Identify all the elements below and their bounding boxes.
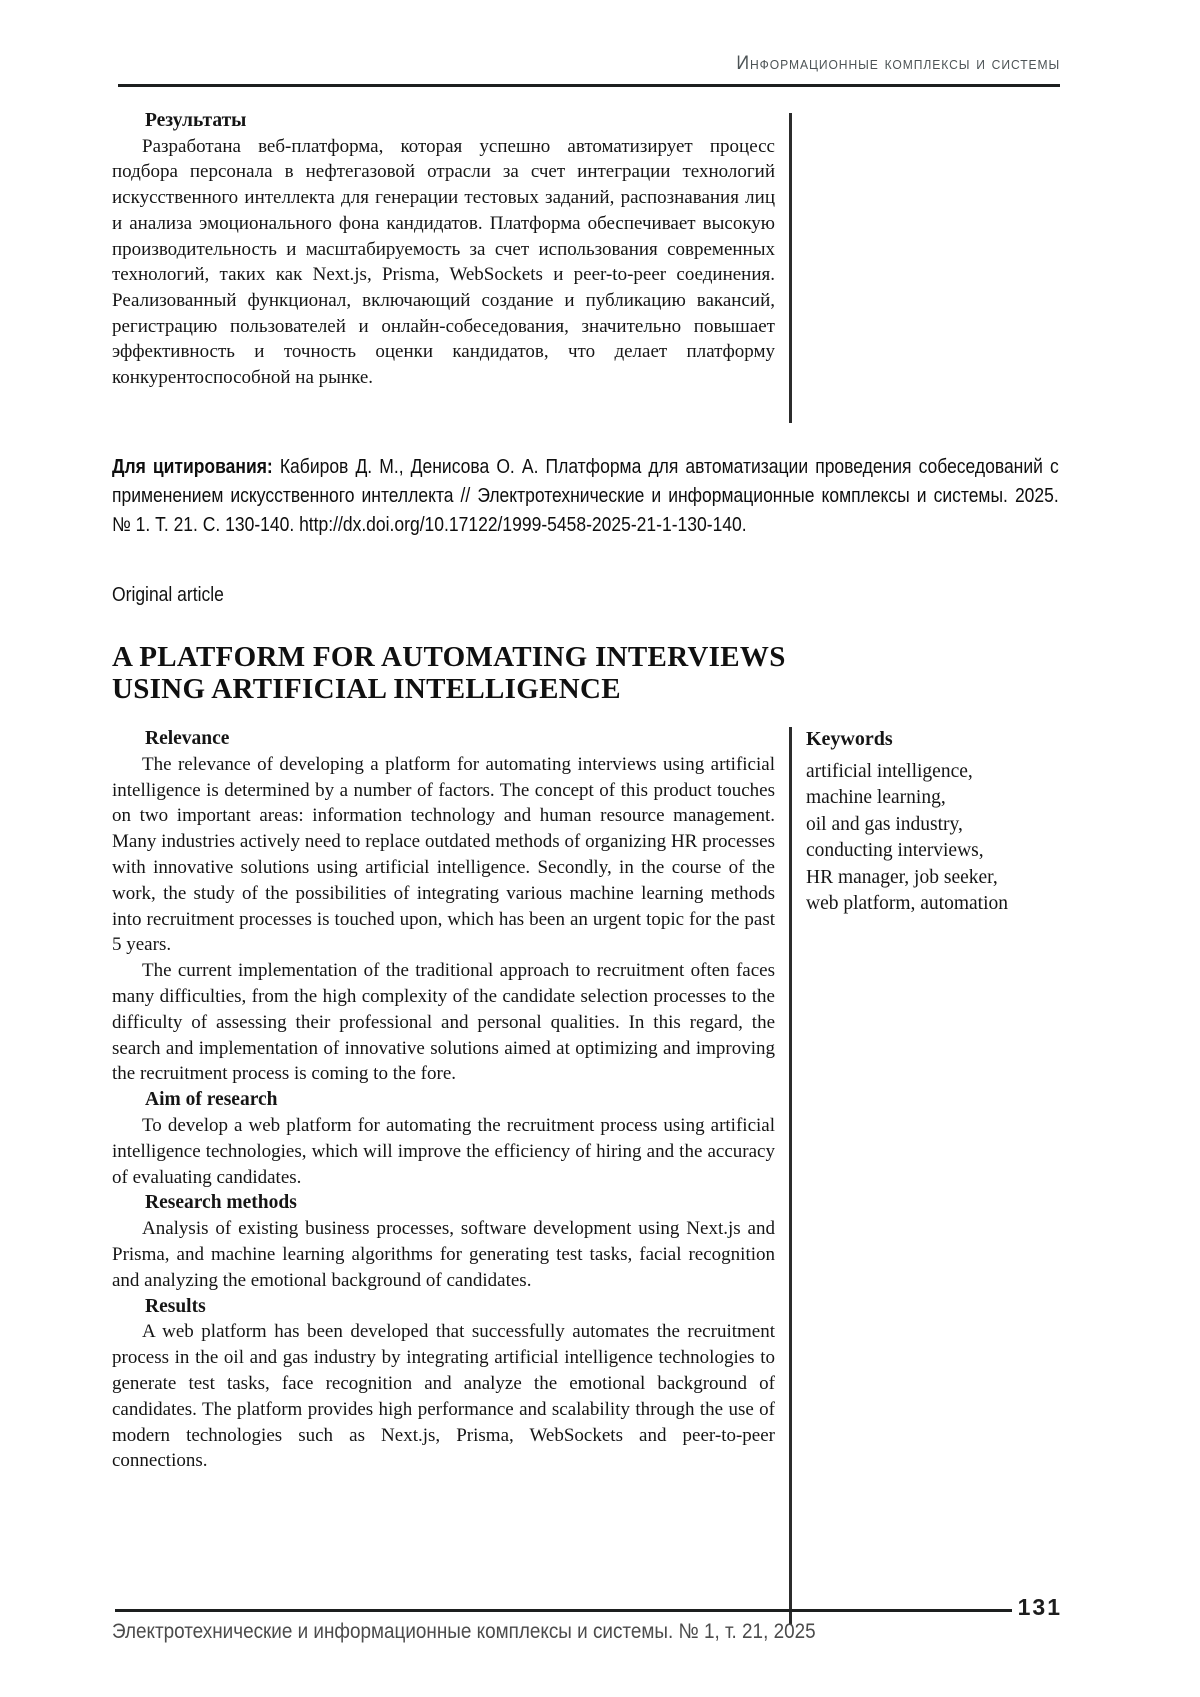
keyword-item: conducting interviews, [806, 840, 984, 861]
relevance-paragraph-2: The current implementation of the traditional approach to recruitment often faces many difficulties, from the high complexity of the candidate selection processes to the difficulty of assessing their professional and personal qualities. In this regard, the search and implementation of innovative solutions aimed at optimizing and improving the recruitment process is coming to the fore. [112, 960, 775, 1085]
top-rule-divider [118, 84, 1060, 87]
section-heading-aim: Aim of research [145, 1089, 278, 1111]
article-title [112, 641, 1012, 705]
citation-text: Кабиров Д. М., Денисова О. А. Платформа для автоматизации проведения собеседований с применением искусственного интеллекта // Электротехнические и информационные комплексы и системы. 2025. № 1. Т. 21. С. 130-140. http://dx.doi.org/10.17122/1999-5458-2025-21-1-130-140. [112, 456, 1059, 536]
footer-rule-divider [115, 1609, 1012, 1612]
keyword-item: machine learning, [806, 787, 946, 808]
section-heading-methods: Research methods [145, 1192, 297, 1214]
citation-label: Для цитирования: [112, 456, 273, 478]
aim-paragraph: To develop a web platform for automating the recruitment process using artificial intelligence technologies, which will improve the efficiency of hiring and the accuracy of evaluating candidates. [112, 1114, 775, 1188]
keyword-item: web platform, automation [806, 893, 1008, 914]
section-heading-relevance: Relevance [145, 728, 230, 749]
page-number: 131 [1017, 1594, 1062, 1620]
keywords-column-divider [789, 727, 792, 1625]
russian-results-paragraph: Разработана веб-платформа, которая успешно автоматизирует процесс подбора персонала в нефтегазовой отрасли за счет интеграции технологий искусственного интеллекта для генерации тестовых заданий, распознавания лиц и анализа эмоционального фона кандидатов. Платформа обеспечивает высокую производительность и масштабируемость за счет использования современных технологий, таких как Next.js, Prisma, WebSockets и peer-to-peer соединения. Реализованный функционал, включающий создание и публикацию вакансий, регистрацию пользователей и онлайн-собеседования, значительно повышает эффективность и точность оценки кандидатов, что делает платформу конкурентоспособной на рынке. [112, 135, 775, 389]
keyword-item: oil and gas industry, [806, 813, 963, 835]
running-head: Информационные комплексы и системы [736, 53, 1060, 74]
abstract-column-divider [789, 113, 792, 423]
keyword-item: HR manager, job seeker, [806, 866, 998, 888]
keyword-item: artificial intelligence, [806, 760, 973, 782]
article-title-line2: USING ARTIFICIAL INTELLIGENCE [112, 673, 621, 705]
relevance-paragraph-1: The relevance of developing a platform for automating interviews using artificial intelligence is determined by a number of factors. The concept of this product touches on two important areas: information technology and human resource management. Many industries actively need to replace outdated methods of organizing HR processes with innovative solutions using artificial intelligence. Secondly, in the course of the work, the study of the possibilities of integrating various machine learning methods into recruitment processes is touched upon, which has been an urgent topic for the past 5 years. [112, 753, 775, 956]
keywords-heading: Keywords [806, 728, 893, 750]
article-type-label: Original article [112, 584, 224, 606]
article-title-line1: A PLATFORM FOR AUTOMATING INTERVIEWS [112, 641, 786, 673]
article-body-column [112, 726, 775, 1474]
citation-block [112, 453, 1194, 540]
section-heading-results: Results [145, 1295, 206, 1317]
keywords-column [806, 726, 1062, 918]
results-paragraph: A web platform has been developed that successfully automates the recruitment process in the oil and gas industry by integrating artificial intelligence technologies to generate test tasks, face recognition and analyze the emotional background of candidates. The platform provides high performance and scalability through the use of modern technologies such as Next.js, Prisma, WebSockets and peer-to-peer connections. [112, 1321, 775, 1472]
russian-abstract-results [112, 108, 775, 391]
footer-journal-line: Электротехнические и информационные комплексы и системы. № 1, т. 21, 2025 [112, 1620, 816, 1643]
methods-paragraph: Analysis of existing business processes, software development using Next.js and Prisma, and machine learning algorithms for generating test tasks, facial recognition and analyzing the emotional background of candidates. [112, 1218, 775, 1291]
russian-results-heading: Результаты [145, 110, 247, 131]
